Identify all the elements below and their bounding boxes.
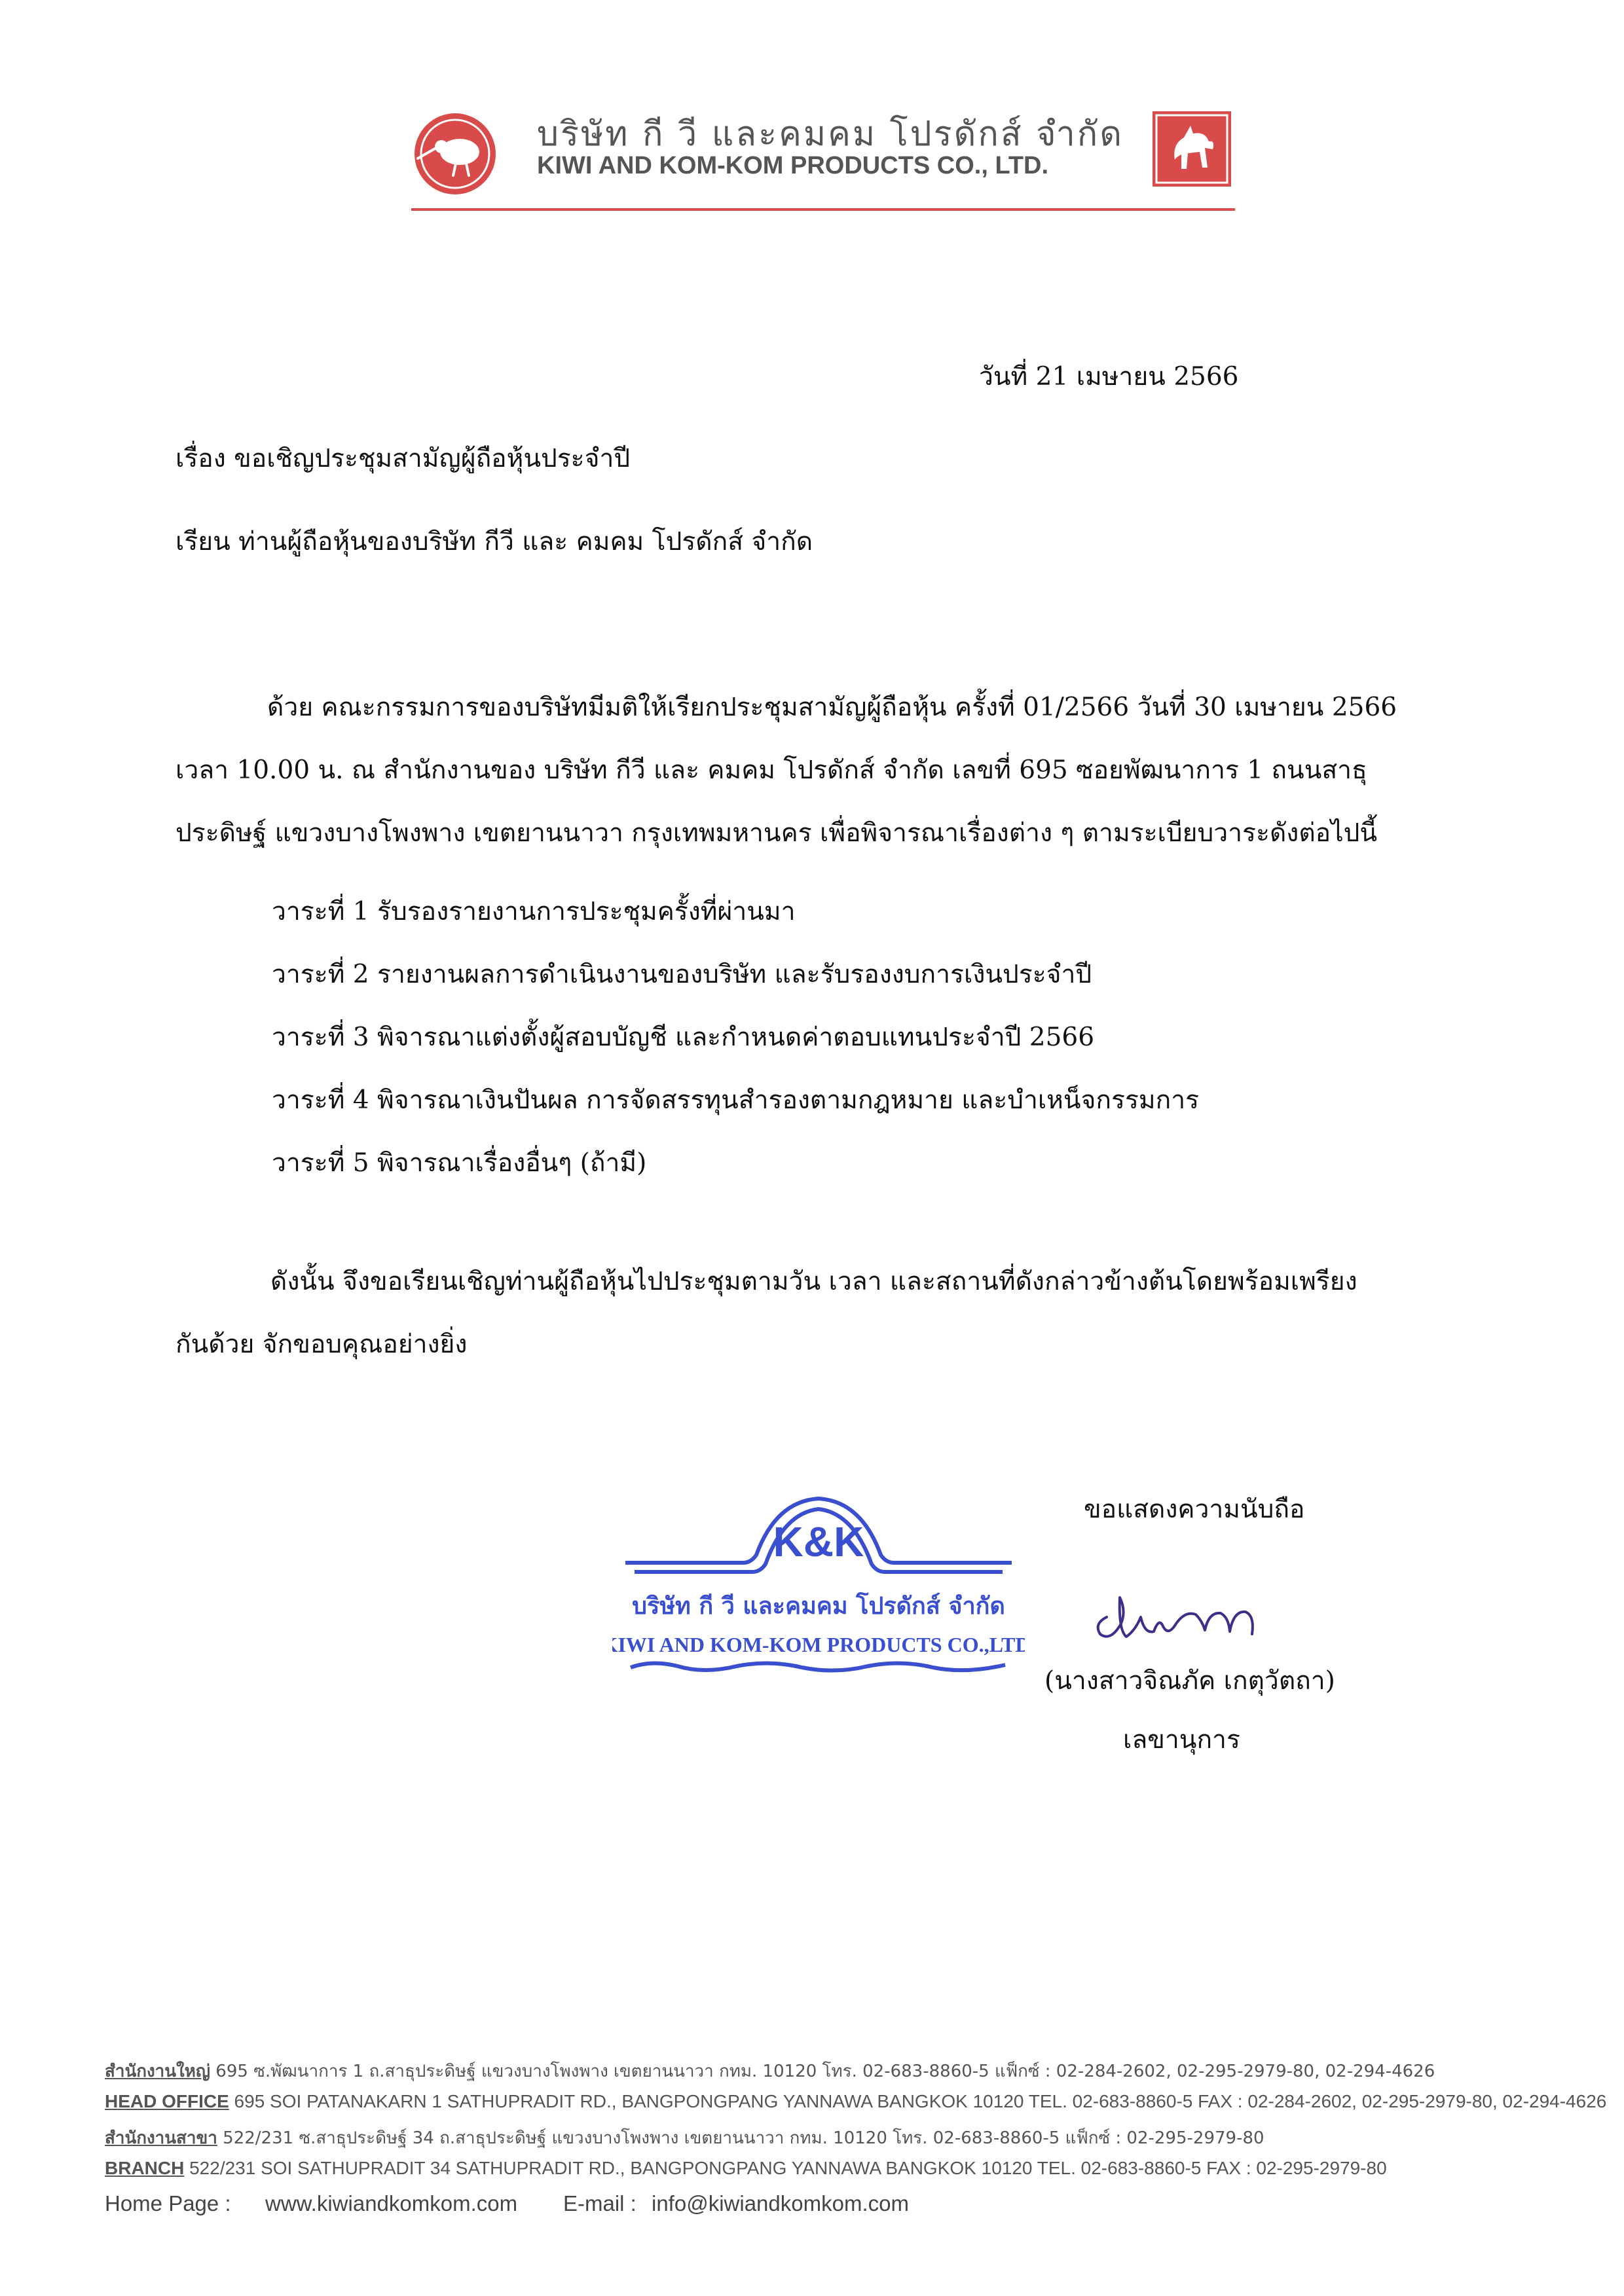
footer-head-office-thai (105, 2058, 1435, 2085)
footer-text: 695 SOI PATANAKARN 1 SATHUPRADIT RD., BANGPONGPANG YANNAWA BANGKOK 10120 TEL. 02-683-8860-5 FAX : 02-284-2602, 02-295-2979-80, 02-294-4626 (229, 2091, 1607, 2111)
paragraph-line: ด้วย คณะกรรมการของบริษัทมีมติให้เรียกประชุมสามัญผู้ถือหุ้น ครั้งที่ 01/2566 วันที่ 30 เมษายน 2566 (267, 693, 1397, 722)
footer-label: สำนักงานใหญ่ (105, 2062, 211, 2081)
footer-label: HEAD OFFICE (105, 2091, 229, 2111)
signer-name: (นางสาวจิณภัค เกตุวัตถา) (1044, 1666, 1335, 1696)
footer-head-office-english (105, 2091, 1606, 2112)
agenda-item: วาระที่ 2 รายงานผลการดำเนินงานของบริษัท และรับรองงบการเงินประจำปี (272, 960, 1092, 989)
paragraph-line: เวลา 10.00 น. ณ สำนักงานของ บริษัท กีวี และ คมคม โปรดักส์ จำกัด เลขที่ 695 ซอยพัฒนาการ 1 ถนนสาธุ (175, 756, 1367, 785)
letter-date: วันที่ 21 เมษายน 2566 (979, 362, 1239, 392)
letter-salutation: เรียน ท่านผู้ถือหุ้นของบริษัท กีวี และ คมคม โปรดักส์ จำกัด (175, 527, 813, 556)
signer-position: เลขานุการ (1123, 1725, 1240, 1755)
footer-contact (105, 2191, 909, 2216)
footer-label: สำนักงานสาขา (105, 2128, 217, 2148)
stamp-badge: K&K (773, 1518, 864, 1565)
handwritten-signature (1080, 1571, 1290, 1656)
paragraph-line: ดังนั้น จึงขอเรียนเชิญท่านผู้ถือหุ้นไปประชุมตามวัน เวลา และสถานที่ดังกล่าวข้างต้นโดยพร้อมเพรียง (270, 1267, 1357, 1296)
invitation-paragraph (175, 1267, 1357, 1393)
footer-branch-thai (105, 2124, 1264, 2151)
footer-label: BRANCH (105, 2158, 185, 2178)
email-link[interactable]: info@kiwiandkomkom.com (652, 2191, 909, 2215)
footer-text: 522/231 ซ.สาธุประดิษฐ์ 34 ถ.สาธุประดิษฐ์ แขวงบางโพงพาง เขตยานนาวา กทม. 10120 โทร. 02-683-8860-5 แฟ็กซ์ : 02-295-2979-80 (217, 2128, 1264, 2148)
footer-text: 695 ซ.พัฒนาการ 1 ถ.สาธุประดิษฐ์ แขวงบางโพงพาง เขตยานนาวา กทม. 10120 โทร. 02-683-8860-5 แฟ็กซ์ : 02-284-2602, 02-295-2979-80, 02-294-4626 (210, 2062, 1435, 2081)
homepage-link[interactable]: www.kiwiandkomkom.com (265, 2191, 518, 2215)
paragraph-line: ประดิษฐ์ แขวงบางโพงพาง เขตยานนาวา กรุงเทพมหานคร เพื่อพิจารณาเรื่องต่าง ๆ ตามระเบียบวาระดังต่อไปนี้ (175, 818, 1378, 848)
letter-subject: เรื่อง ขอเชิญประชุมสามัญผู้ถือหุ้นประจำปี (175, 444, 631, 473)
homepage-label: Home Page : (105, 2191, 231, 2215)
letterhead-divider (411, 208, 1235, 211)
paragraph-line: กันด้วย จักขอบคุณอย่างยิ่ง (175, 1330, 468, 1359)
stamp-line-thai: บริษัท กี วี และคมคม โปรดักส์ จำกัด (632, 1593, 1005, 1620)
email-label: E-mail : (563, 2191, 637, 2215)
company-name-thai: บริษัท กี วี และคมคม โปรดักส์ จำกัด (537, 115, 1124, 154)
footer-branch-english (105, 2158, 1387, 2179)
company-name-english: KIWI AND KOM-KOM PRODUCTS CO., LTD. (537, 152, 1049, 179)
closing-regards: ขอแสดงความนับถือ (1084, 1495, 1305, 1524)
agenda-item: วาระที่ 5 พิจารณาเรื่องอื่นๆ (ถ้ามี) (272, 1148, 647, 1178)
agenda-item: วาระที่ 1 รับรองรายงานการประชุมครั้งที่ผ่านมา (272, 897, 796, 926)
agenda-list (272, 897, 1199, 1211)
footer-text: 522/231 SOI SATHUPRADIT 34 SATHUPRADIT RD., BANGPONGPANG YANNAWA BANGKOK 10120 TEL. 02-683-8860-5 FAX : 02-295-2979-80 (184, 2158, 1387, 2178)
kiwi-bird-logo-icon (413, 111, 498, 196)
agenda-item: วาระที่ 4 พิจารณาเงินปันผล การจัดสรรทุนสำรองตามกฎหมาย และบำเหน็จกรรมการ (272, 1085, 1200, 1115)
company-stamp (612, 1483, 1025, 1679)
horse-logo-icon (1153, 111, 1231, 187)
agenda-item: วาระที่ 3 พิจารณาแต่งตั้งผู้สอบบัญชี และกำหนดค่าตอบแทนประจำปี 2566 (272, 1023, 1095, 1052)
meeting-notice-paragraph (175, 693, 1449, 881)
stamp-line-english: KIWI AND KOM-KOM PRODUCTS CO.,LTD. (612, 1633, 1025, 1656)
